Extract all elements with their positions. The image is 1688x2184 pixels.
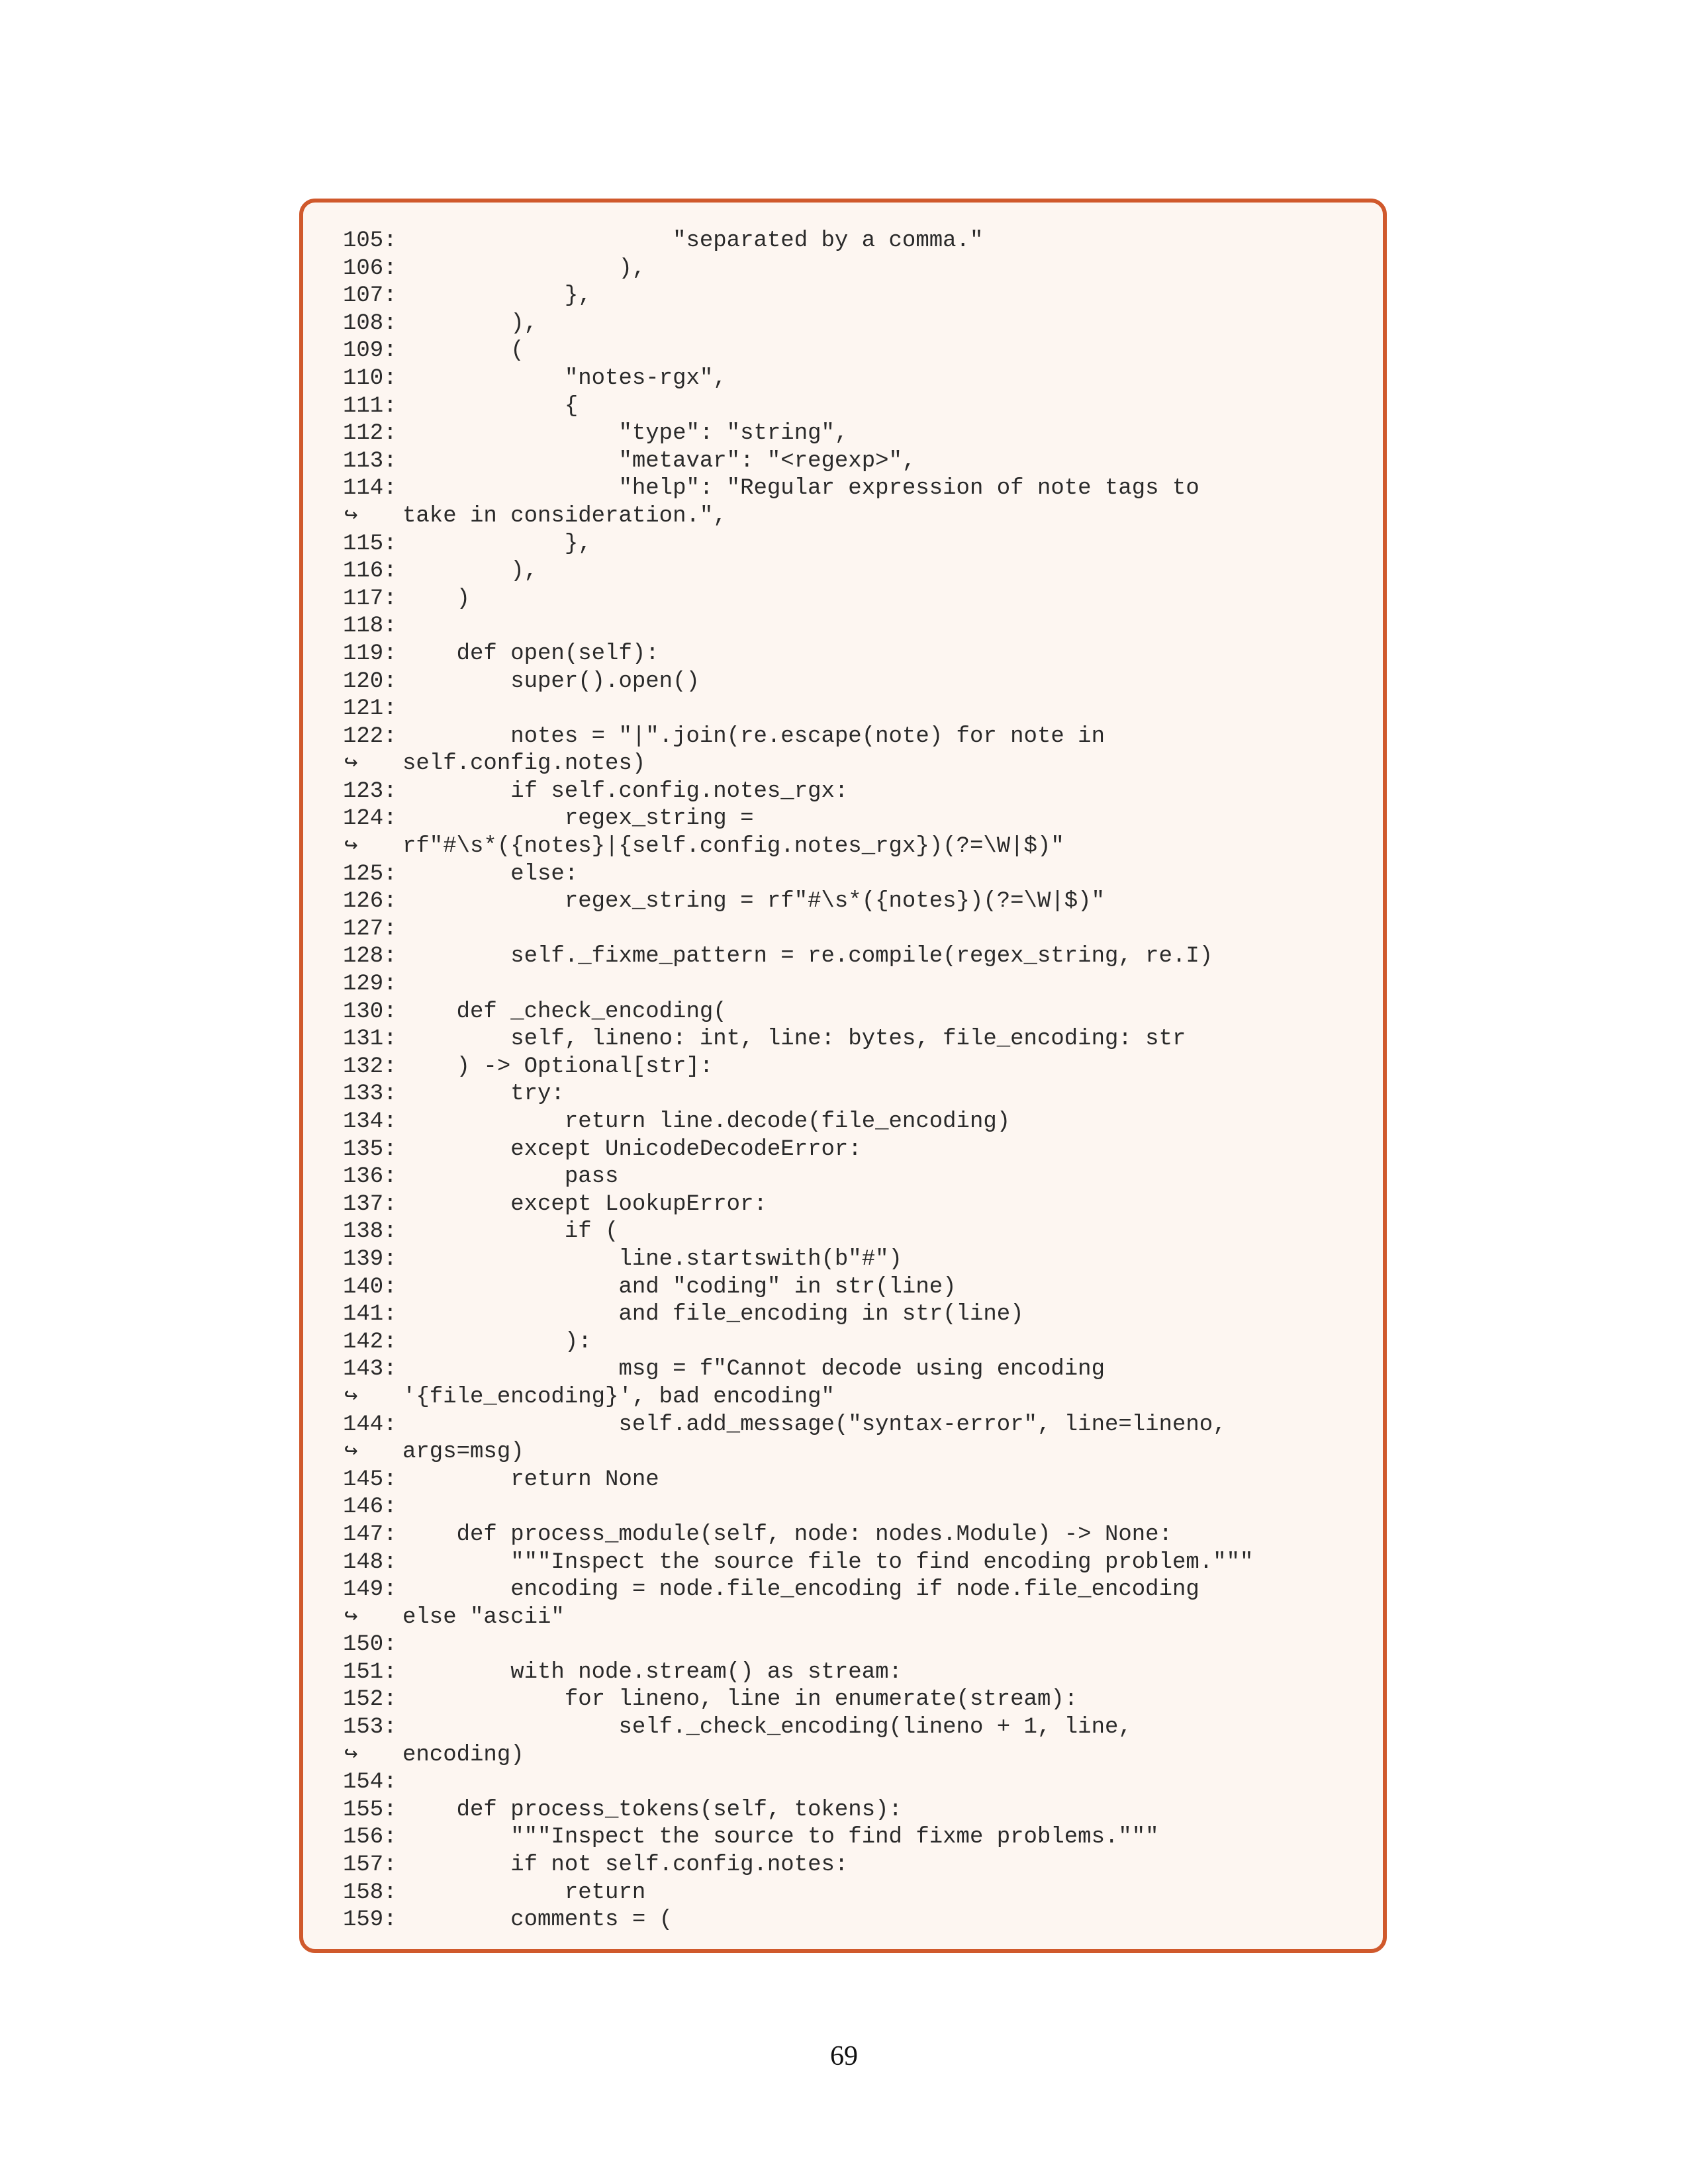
line-number: 119: — [343, 641, 397, 666]
line-code: self._fixme_pattern = re.compile(regex_string, re.I) — [402, 944, 1213, 970]
line-code: ), — [402, 255, 646, 281]
line-number: 129: — [343, 972, 397, 997]
line-number: 123: — [343, 778, 397, 804]
line-code: line.startswith(b"#") — [402, 1246, 902, 1272]
line-number: 115: — [343, 531, 397, 557]
line-code: def process_tokens(self, tokens): — [402, 1797, 902, 1823]
line-number: 131: — [343, 1026, 397, 1052]
line-code: "type": "string", — [402, 421, 849, 447]
line-code: take in consideration.", — [402, 503, 727, 529]
line-code: self, lineno: int, line: bytes, file_encoding: str — [402, 1026, 1186, 1052]
line-number: 141: — [343, 1302, 397, 1328]
line-number: 145: — [343, 1467, 397, 1492]
line-code: "help": "Regular expression of note tags to — [402, 476, 1199, 502]
line-code: ): — [402, 1329, 592, 1355]
line-number: 121: — [343, 696, 397, 722]
line-code: super().open() — [402, 668, 700, 694]
line-number: 127: — [343, 916, 397, 942]
line-number: 110: — [343, 365, 397, 391]
line-code: ) -> Optional[str]: — [402, 1054, 714, 1079]
line-number: 137: — [343, 1191, 397, 1217]
line-number: 133: — [343, 1081, 397, 1107]
line-number: 134: — [343, 1109, 397, 1134]
line-wrap-icon: ↪ — [344, 503, 358, 529]
line-number: 108: — [343, 310, 397, 336]
line-code: self._check_encoding(lineno + 1, line, — [402, 1715, 1132, 1741]
line-number: 156: — [343, 1825, 397, 1850]
line-code: ( — [402, 338, 524, 364]
line-code: self.add_message("syntax-error", line=lineno, — [402, 1412, 1227, 1437]
code-listing-box — [299, 199, 1387, 1953]
line-code: """Inspect the source to find fixme problems.""" — [402, 1825, 1159, 1850]
line-code: "notes-rgx", — [402, 365, 727, 391]
line-code: def _check_encoding( — [402, 999, 727, 1024]
line-number: 155: — [343, 1797, 397, 1823]
line-number: 144: — [343, 1412, 397, 1437]
line-wrap-icon: ↪ — [344, 834, 358, 860]
line-code: def process_module(self, node: nodes.Module) -> None: — [402, 1522, 1172, 1547]
line-number: 158: — [343, 1880, 397, 1905]
line-number: 151: — [343, 1659, 397, 1685]
line-wrap-icon: ↪ — [344, 1384, 358, 1410]
line-code: ) — [402, 586, 471, 612]
line-code: pass — [402, 1164, 619, 1190]
line-code: "separated by a comma." — [402, 228, 984, 253]
line-code: if not self.config.notes: — [402, 1852, 849, 1878]
line-number: 109: — [343, 338, 397, 364]
line-code: else "ascii" — [402, 1604, 565, 1630]
line-code: encoding) — [402, 1742, 524, 1768]
line-code: return None — [402, 1467, 659, 1492]
line-code: return line.decode(file_encoding) — [402, 1109, 1011, 1134]
line-code: except LookupError: — [402, 1191, 767, 1217]
line-number: 146: — [343, 1494, 397, 1520]
line-number: 139: — [343, 1246, 397, 1272]
line-number: 152: — [343, 1687, 397, 1713]
line-number: 118: — [343, 614, 397, 639]
line-wrap-icon: ↪ — [344, 751, 358, 777]
line-number: 112: — [343, 421, 397, 447]
line-code: ), — [402, 310, 538, 336]
line-code: if self.config.notes_rgx: — [402, 778, 849, 804]
line-number: 125: — [343, 861, 397, 887]
line-number: 114: — [343, 476, 397, 502]
line-number: 122: — [343, 723, 397, 749]
line-number: 150: — [343, 1632, 397, 1658]
line-code: }, — [402, 283, 592, 309]
line-code: for lineno, line in enumerate(stream): — [402, 1687, 1078, 1713]
line-code: { — [402, 393, 579, 419]
line-code: and "coding" in str(line) — [402, 1274, 957, 1300]
line-code: }, — [402, 531, 592, 557]
line-code: rf"#\s*({notes}|{self.config.notes_rgx})(?=\W|$)" — [402, 834, 1064, 860]
line-number: 143: — [343, 1357, 397, 1383]
line-code: self.config.notes) — [402, 751, 646, 777]
line-number: 148: — [343, 1549, 397, 1575]
line-number: 135: — [343, 1136, 397, 1162]
line-code: comments = ( — [402, 1907, 673, 1933]
line-number: 116: — [343, 559, 397, 584]
line-code: msg = f"Cannot decode using encoding — [402, 1357, 1105, 1383]
line-number: 111: — [343, 393, 397, 419]
line-code: ), — [402, 559, 538, 584]
line-code: args=msg) — [402, 1439, 524, 1465]
line-number: 106: — [343, 255, 397, 281]
line-number: 154: — [343, 1770, 397, 1796]
line-code: encoding = node.file_encoding if node.file_encoding — [402, 1577, 1199, 1603]
line-code: if ( — [402, 1219, 619, 1245]
line-number: 153: — [343, 1715, 397, 1741]
line-code: try: — [402, 1081, 565, 1107]
line-code: notes = "|".join(re.escape(note) for note in — [402, 723, 1105, 749]
line-code: return — [402, 1880, 646, 1905]
line-code: with node.stream() as stream: — [402, 1659, 902, 1685]
line-number: 159: — [343, 1907, 397, 1933]
line-number: 126: — [343, 889, 397, 915]
line-number: 138: — [343, 1219, 397, 1245]
line-number: 136: — [343, 1164, 397, 1190]
line-number: 142: — [343, 1329, 397, 1355]
line-code: def open(self): — [402, 641, 659, 666]
line-wrap-icon: ↪ — [344, 1439, 358, 1465]
line-code: "metavar": "<regexp>", — [402, 448, 916, 474]
line-number: 120: — [343, 668, 397, 694]
line-number: 149: — [343, 1577, 397, 1603]
page-number: 69 — [830, 2041, 858, 2071]
line-number: 124: — [343, 806, 397, 832]
line-number: 107: — [343, 283, 397, 309]
line-code: regex_string = — [402, 806, 754, 832]
line-number: 105: — [343, 228, 397, 253]
line-number: 147: — [343, 1522, 397, 1547]
line-number: 157: — [343, 1852, 397, 1878]
line-number: 128: — [343, 944, 397, 970]
line-number: 130: — [343, 999, 397, 1024]
line-code: '{file_encoding}', bad encoding" — [402, 1384, 835, 1410]
line-number: 140: — [343, 1274, 397, 1300]
line-code: and file_encoding in str(line) — [402, 1302, 1024, 1328]
line-number: 113: — [343, 448, 397, 474]
line-number: 117: — [343, 586, 397, 612]
line-number: 132: — [343, 1054, 397, 1079]
line-wrap-icon: ↪ — [344, 1604, 358, 1630]
line-wrap-icon: ↪ — [344, 1742, 358, 1768]
line-code: regex_string = rf"#\s*({notes})(?=\W|$)" — [402, 889, 1105, 915]
line-code: """Inspect the source file to find encoding problem.""" — [402, 1549, 1254, 1575]
line-code: except UnicodeDecodeError: — [402, 1136, 862, 1162]
line-code: else: — [402, 861, 579, 887]
